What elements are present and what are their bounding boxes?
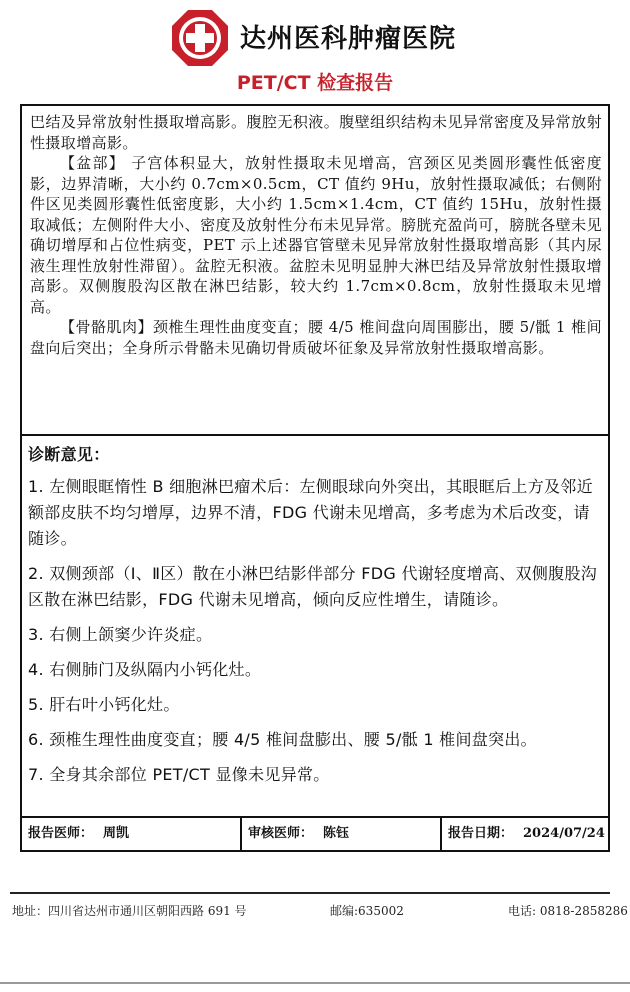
- report-doctor-label: 报告医师：: [28, 826, 94, 841]
- report-doctor-name: 周凯: [103, 826, 130, 841]
- findings-section: [30, 112, 602, 358]
- hospital-cross-logo-icon: [170, 8, 230, 68]
- report-date-label: 报告日期：: [448, 826, 514, 841]
- diagnosis-item: 7. 全身其余部位 PET/CT 显像未见异常。: [28, 765, 330, 784]
- diagnosis-section: [28, 442, 604, 797]
- diagnosis-item: 1. 左侧眼眶惰性 B 细胞淋巴瘤术后：左侧眼球向外突出，其眼眶后上方及邻近额部皮肤不均匀增厚，边界不清，FDG 代谢未见增高，多考虑为术后改变，请随诊。: [28, 477, 593, 548]
- report-date-value: 2024/07/24: [523, 826, 605, 841]
- diagnosis-item: 4. 右侧肺门及纵隔内小钙化灶。: [28, 660, 262, 679]
- signature-row: [22, 818, 608, 850]
- report-body-frame: [20, 104, 610, 852]
- page-bottom-divider: [0, 982, 630, 984]
- footer-postcode: 邮编:635002: [330, 904, 404, 918]
- diagnosis-item: 3. 右侧上颌窦少许炎症。: [28, 625, 213, 644]
- findings-paragraph-pelvis: 【盆部】 子宫体积显大，放射性摄取未见增高，宫颈区见类圆形囊性低密度影，边界清晰，大小约 0.7cm×0.5cm，CT 值约 9Hu，放射性摄取减低；右侧附件区见类圆形囊性低密度影，大小约 1.5cm×1.4cm，CT 值约 15Hu，放射性摄取减低；左侧附件大小、密度及放射性分布未见异常。膀胱充盈尚可，膀胱各壁未见确切增厚和占位性病变，PET 示上述器官管壁未见异常放射性摄取增高影（其内尿液生理性放射性滞留）。盆腔无积液。盆腔未见明显肿大淋巴结及异常放射性摄取增高影。双侧腹股沟区散在淋巴结影，较大约 1.7cm×0.8cm，放射性摄取未见增高。: [30, 154, 602, 316]
- review-doctor-name: 陈钰: [323, 826, 350, 841]
- hospital-name: 达州医科肿瘤医院: [240, 24, 457, 54]
- diagnosis-item: 6. 颈椎生理性曲度变直；腰 4/5 椎间盘膨出、腰 5/骶 1 椎间盘突出。: [28, 730, 537, 749]
- findings-paragraph: 巴结及异常放射性摄取增高影。腹腔无积液。腹壁组织结构未见异常密度及异常放射性摄取增高影。: [30, 113, 602, 152]
- section-divider: [22, 434, 608, 436]
- findings-paragraph-musculoskeletal: 【骨骼肌肉】颈椎生理性曲度变直；腰 4/5 椎间盘向周围膨出，腰 5/骶 1 椎间盘向后突出；全身所示骨骼未见确切骨质破坏征象及异常放射性摄取增高影。: [30, 318, 602, 357]
- diagnosis-item: 5. 肝右叶小钙化灶。: [28, 695, 180, 714]
- review-doctor-cell: [240, 818, 440, 850]
- diagnosis-item: 2. 双侧颈部（Ⅰ、Ⅱ区）散在小淋巴结影伴部分 FDG 代谢轻度增高、双侧腹股沟区散在淋巴结影，FDG 代谢未见增高，倾向反应性增生，请随诊。: [28, 564, 598, 609]
- report-header: [0, 0, 630, 96]
- review-doctor-label: 审核医师：: [248, 826, 314, 841]
- diagnosis-title: 诊断意见：: [28, 445, 110, 464]
- footer-phone: 电话: 0818-2858286: [508, 904, 628, 918]
- report-date-cell: [440, 818, 608, 850]
- report-title: PET/CT 检查报告: [236, 72, 394, 94]
- report-doctor-cell: [22, 818, 240, 850]
- footer-divider: [10, 892, 610, 894]
- footer-address: 地址：四川省达州市通川区朝阳西路 691 号: [12, 904, 247, 918]
